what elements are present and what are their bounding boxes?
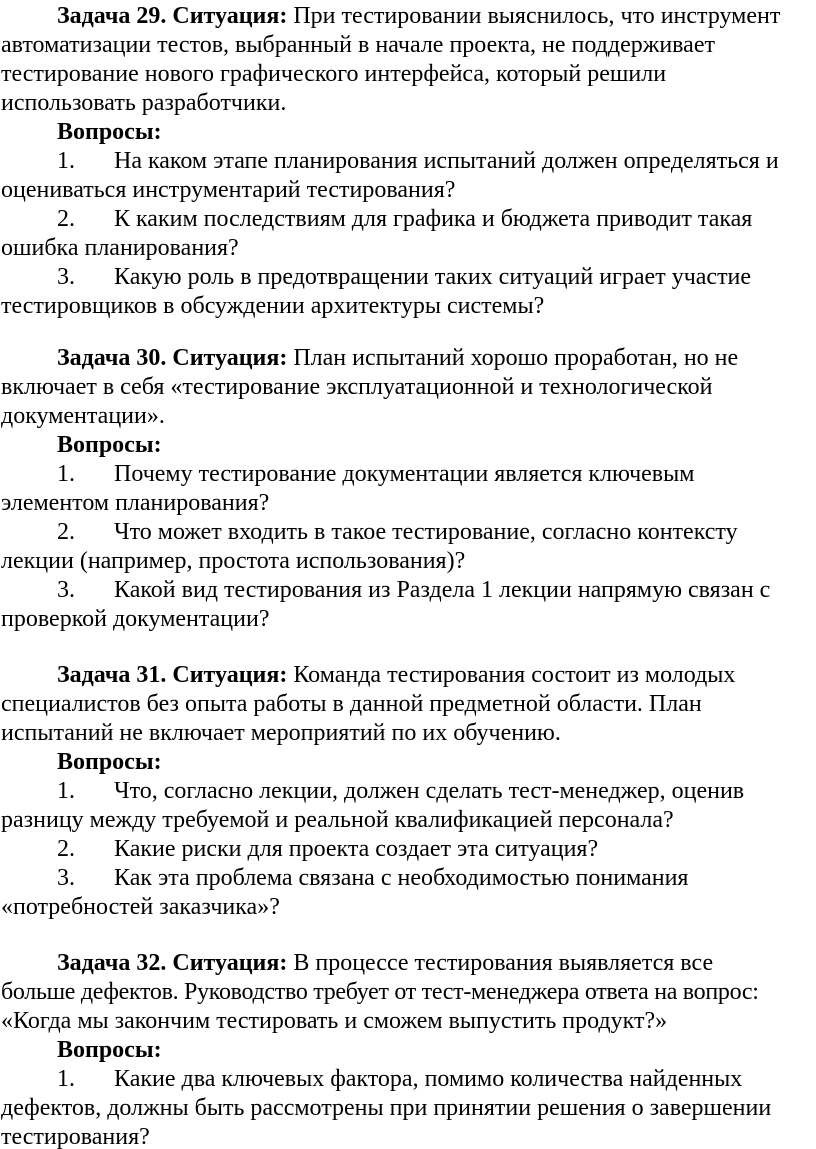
situation-text: включает в себя «тестирование эксплуатационной и технологической <box>1 374 713 400</box>
question-text: ошибка планирования? <box>1 235 239 261</box>
question-text: Что, согласно лекции, должен сделать тест-менеджер, оценив <box>114 778 745 804</box>
situation-text: испытаний не включает мероприятий по их обучению. <box>1 720 561 746</box>
situation-label: Ситуация: <box>172 3 288 29</box>
question-number: 1. <box>57 461 75 487</box>
situation-text: тестирование нового графического интерфейса, который решили <box>1 61 667 87</box>
situation-text: «Когда мы закончим тестировать и сможем выпустить продукт?» <box>1 1008 668 1034</box>
question-text: «потребностей заказчика»? <box>1 894 280 920</box>
questions-label: Вопросы: <box>57 749 162 775</box>
task-heading: Задача 31. <box>57 662 167 688</box>
question-text: Какие риски для проекта создает эта ситуация? <box>114 836 599 862</box>
questions-label: Вопросы: <box>57 119 162 145</box>
question-text: оцениваться инструментарий тестирования? <box>1 177 456 203</box>
question-text: Какой вид тестирования из Раздела 1 лекции напрямую связан с <box>114 577 771 603</box>
task-situation-first-line <box>57 949 713 978</box>
question-text: Какую роль в предотвращении таких ситуаций играет участие <box>114 264 752 290</box>
question-number: 1. <box>57 1066 75 1092</box>
question-text: К каким последствиям для графика и бюджета приводит такая <box>114 206 753 232</box>
question-number: 3. <box>57 577 75 603</box>
question-text: лекции (например, простота использования)? <box>1 548 466 574</box>
question-text: разницу между требуемой и реальной квалификацией персонала? <box>1 807 674 833</box>
situation-text: документации». <box>1 403 165 429</box>
question-text: Что может входить в такое тестирование, согласно контексту <box>114 519 738 545</box>
situation-label: Ситуация: <box>172 950 288 976</box>
question-text: Как эта проблема связана с необходимостью понимания <box>114 865 689 891</box>
situation-label: Ситуация: <box>172 345 288 371</box>
situation-text: специалистов без опыта работы в данной предметной области. План <box>1 691 702 717</box>
question-text: тестировщиков в обсуждении архитектуры системы? <box>1 293 545 319</box>
questions-label: Вопросы: <box>57 1037 162 1063</box>
question-number: 2. <box>57 836 75 862</box>
situation-label: Ситуация: <box>172 662 288 688</box>
question-number: 1. <box>57 778 75 804</box>
question-number: 2. <box>57 206 75 232</box>
question-number: 1. <box>57 148 75 174</box>
question-text: Почему тестирование документации является ключевым <box>114 461 695 487</box>
question-number: 3. <box>57 865 75 891</box>
task-heading: Задача 29. <box>57 3 167 29</box>
task-situation-first-line <box>57 661 735 690</box>
question-text: проверкой документации? <box>1 606 270 632</box>
questions-label: Вопросы: <box>57 432 162 458</box>
situation-text: План испытаний хорошо проработан, но не <box>293 345 739 371</box>
situation-text: автоматизации тестов, выбранный в начале проекта, не поддерживает <box>1 32 715 58</box>
situation-text: больше дефектов. Руководство требует от тест-менеджера ответа на вопрос: <box>1 979 759 1005</box>
question-number: 2. <box>57 519 75 545</box>
situation-text: В процессе тестирования выявляется все <box>293 950 714 976</box>
task-situation-first-line <box>57 2 780 31</box>
question-text: тестирования? <box>1 1124 150 1149</box>
task-heading: Задача 30. <box>57 345 167 371</box>
question-text: элементом планирования? <box>1 490 270 516</box>
question-number: 3. <box>57 264 75 290</box>
situation-text: При тестировании выяснилось, что инструмент <box>293 3 781 29</box>
question-text: Какие два ключевых фактора, помимо количества найденных <box>114 1066 743 1092</box>
situation-text: использовать разработчики. <box>1 90 287 116</box>
task-situation-first-line <box>57 344 738 373</box>
task-heading: Задача 32. <box>57 950 167 976</box>
situation-text: Команда тестирования состоит из молодых <box>293 662 736 688</box>
question-text: На каком этапе планирования испытаний должен определяться и <box>114 148 779 174</box>
question-text: дефектов, должны быть рассмотрены при принятии решения о завершении <box>1 1095 772 1121</box>
